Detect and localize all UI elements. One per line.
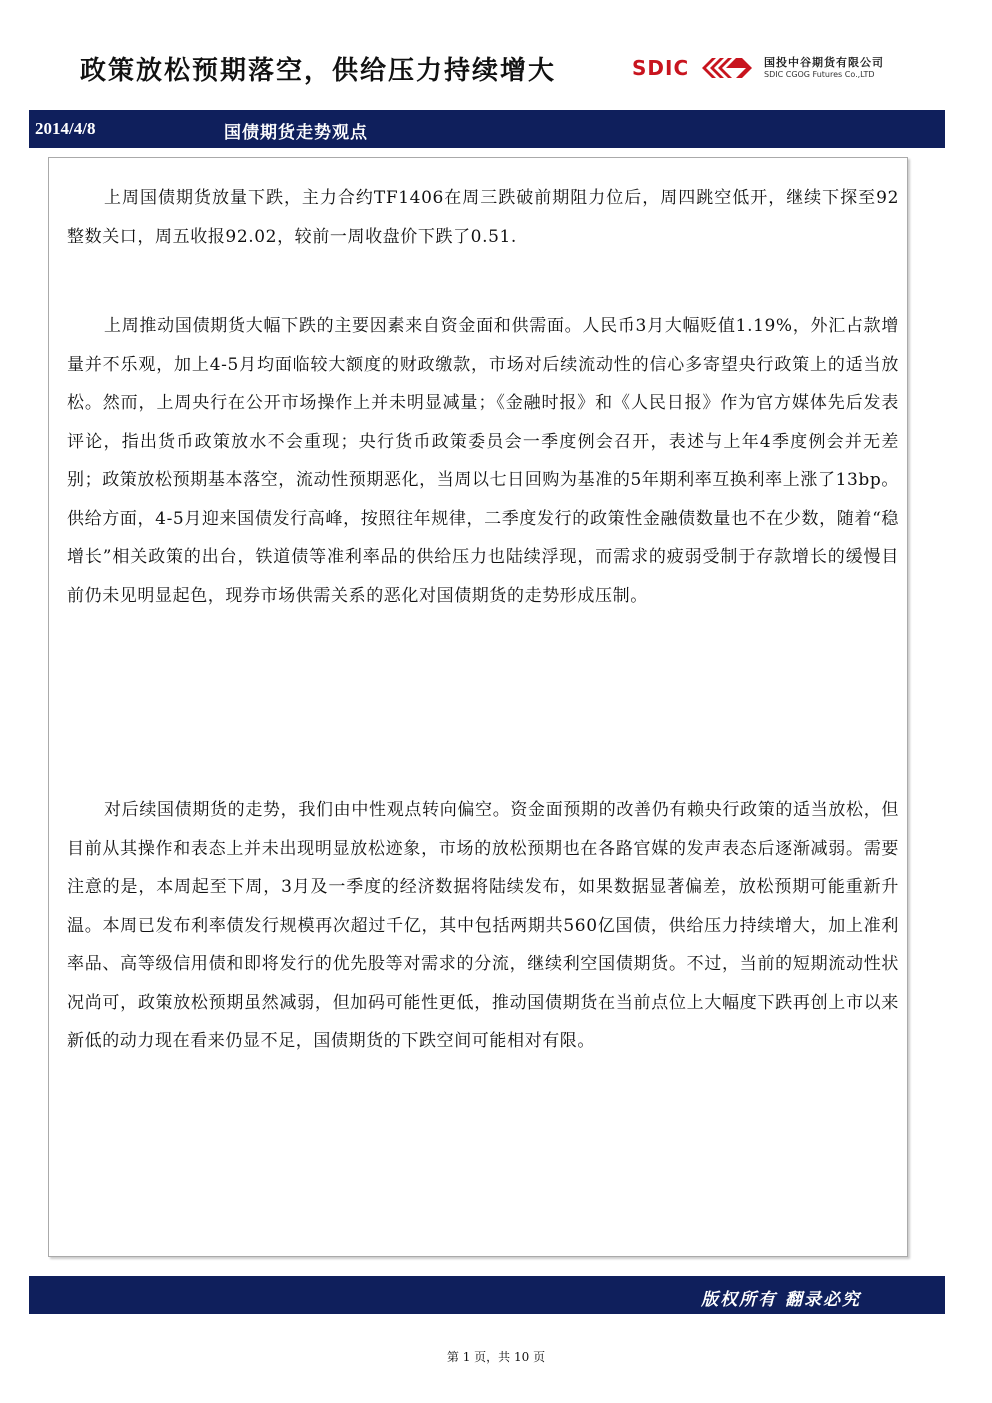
logo-arrow-icon	[702, 56, 754, 80]
paragraph: 对后续国债期货的走势，我们由中性观点转向偏空。资金面预期的改善仍有赖央行政策的适当放松，但目前从其操作和表态上并未出现明显放松迹象，市场的放松预期也在各路官媒的发声表态后逐渐减弱。需要注意的是，本周起至下周，3月及一季度的经济数据将陆续发布，如果数据显著偏差，放松预期可能重新升温。本周已发布利率债发行规模再次超过千亿，其中包括两期共560亿国债，供给压力持续增大，加上准利率品、高等级信用债和即将发行的优先股等对需求的分流，继续利空国债期货。不过，当前的短期流动性状况尚可，政策放松预期虽然减弱，但加码可能性更低，推动国债期货在当前点位上大幅度下跌再创上市以来新低的动力现在看来仍显不足，国债期货的下跌空间可能相对有限。	[67, 800, 899, 1051]
report-date: 2014/4/8	[35, 119, 96, 138]
document-title: 政策放松预期落空，供给压力持续增大	[80, 56, 557, 86]
page-number: 第 1 页，共 10 页	[446, 1350, 546, 1364]
copyright-notice: 版权所有 翻录必究	[701, 1290, 861, 1310]
company-name-cn: 国投中谷期货有限公司	[764, 56, 884, 69]
content-box	[48, 157, 908, 1257]
logo-wordmark: SDIC	[632, 56, 690, 80]
company-name-en: SDIC CGOG Futures Co.,LTD	[764, 70, 875, 79]
paragraph: 上周推动国债期货大幅下跌的主要因素来自资金面和供需面。人民币3月大幅贬值1.19%，外汇占款增量并不乐观，加上4-5月均面临较大额度的财政缴款，市场对后续流动性的信心多寄望央行政策上的适当放松。然而，上周央行在公开市场操作上并未明显减量；《金融时报》和《人民日报》作为官方媒体先后发表评论，指出货币政策放水不会重现；央行货币政策委员会一季度例会召开，表述与上年4季度例会并无差别；政策放松预期基本落空，流动性预期恶化，当周以七日回购为基准的5年期利率互换利率上涨了13bp。供给方面，4-5月迎来国债发行高峰，按照往年规律，二季度发行的政策性金融债数量也不在少数，随着“稳增长”相关政策的出台，铁道债等准利率品的供给压力也陆续浮现，而需求的疲弱受制于存款增长的缓慢目前仍未见明显起色，现券市场供需关系的恶化对国债期货的走势形成压制。	[67, 316, 899, 606]
section-title: 国债期货走势观点	[224, 123, 368, 143]
paragraph: 上周国债期货放量下跌，主力合约TF1406在周三跌破前期阻力位后，周四跳空低开，继续下探至92整数关口，周五收报92.02，较前一周收盘价下跌了0.51.	[67, 188, 899, 247]
company-logo	[632, 54, 932, 88]
header-bar	[29, 110, 945, 148]
footer-bar	[29, 1276, 945, 1314]
